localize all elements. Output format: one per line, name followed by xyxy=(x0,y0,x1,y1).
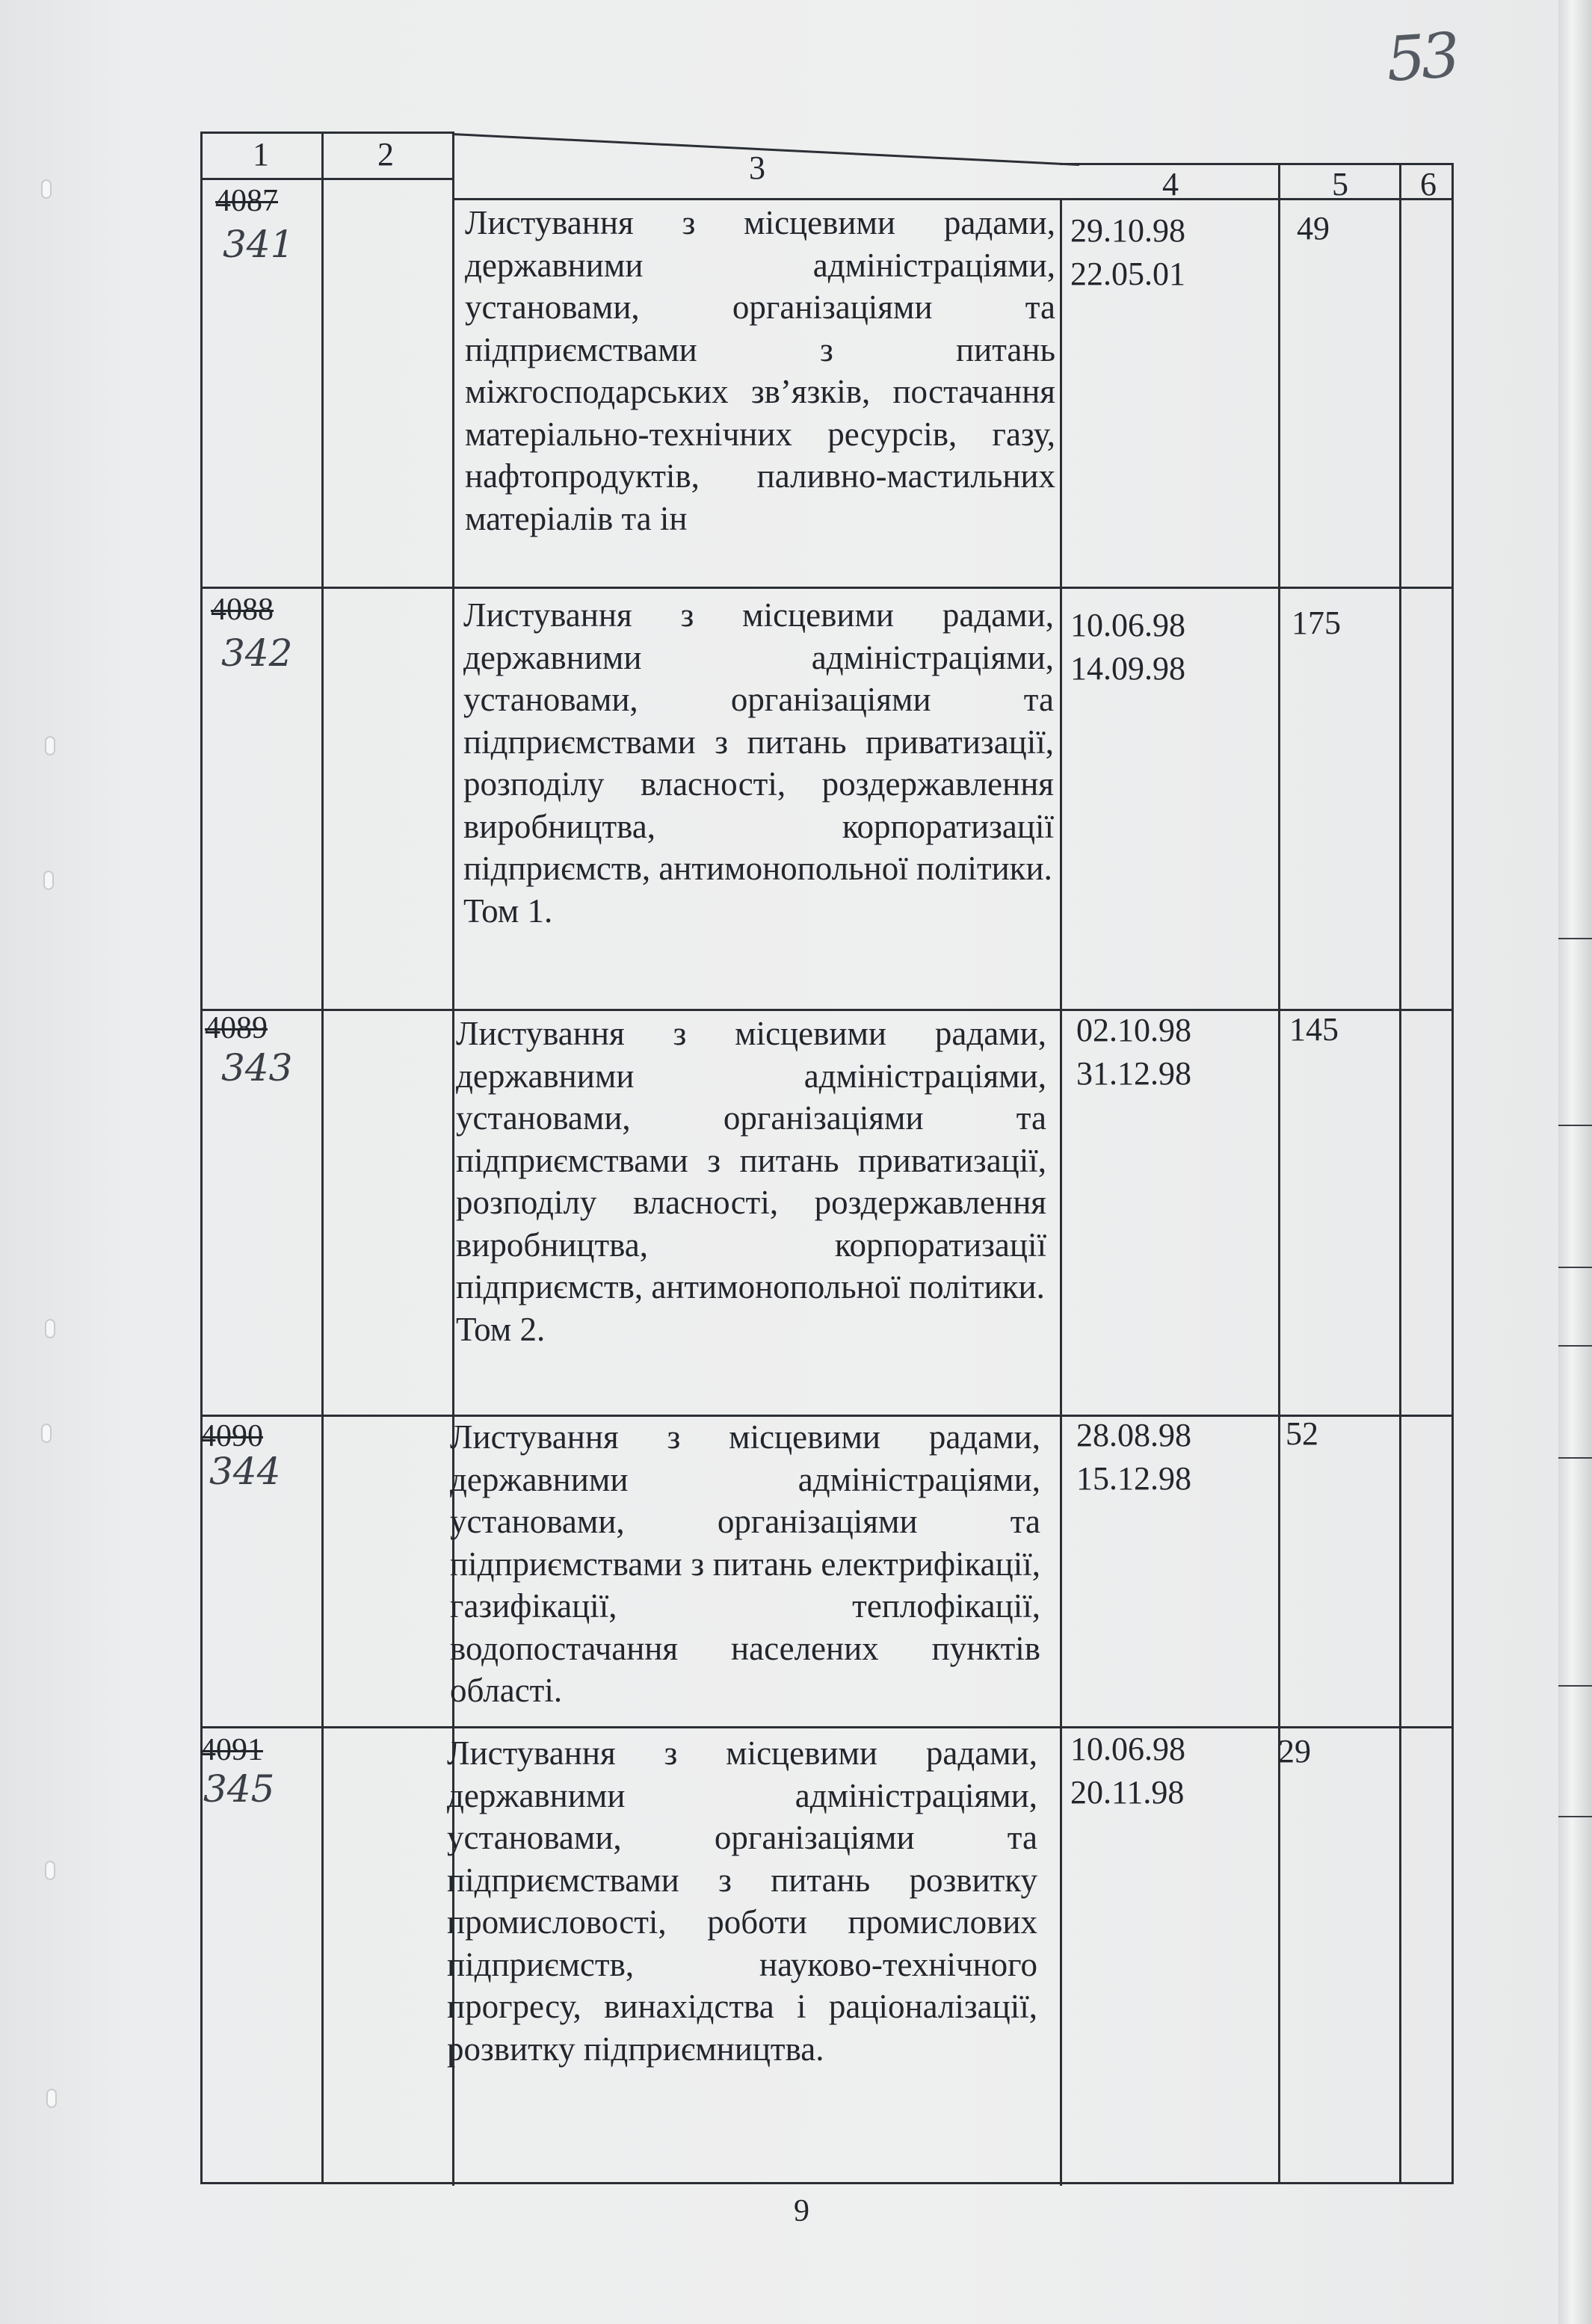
sheet-count: 145 xyxy=(1289,1011,1339,1048)
page-number: 9 xyxy=(794,2194,809,2228)
date-end: 14.09.98 xyxy=(1070,650,1185,687)
sheet-count: 175 xyxy=(1292,605,1341,641)
case-number-handwritten: 344 xyxy=(209,1450,281,1493)
case-title xyxy=(465,202,1055,540)
case-number-handwritten: 343 xyxy=(221,1046,293,1090)
case-volume: Том 2. xyxy=(456,1310,546,1348)
case-title xyxy=(463,594,1054,932)
row-line xyxy=(200,587,1454,589)
case-number-handwritten: 345 xyxy=(203,1767,275,1811)
row-line xyxy=(452,133,1079,166)
sheet-count: 49 xyxy=(1297,210,1330,247)
date-end: 22.05.01 xyxy=(1070,256,1185,292)
row-line xyxy=(200,178,454,180)
col-line xyxy=(200,133,203,2184)
case-volume: Том 1. xyxy=(463,891,553,930)
col-header: 5 xyxy=(1332,166,1348,203)
row-line xyxy=(200,1726,1454,1728)
case-title-text: Листування з місцевими радами, державними адміністраціями, установами, організаціями та підприємствами з питань міжгосподарських зв’язків, постачання матеріально-технічних ресурсів, газу, нафтопродуктів, паливно-мастильних матеріалів та ін xyxy=(465,204,1055,537)
case-title-text: Листування з місцевими радами, державними адміністраціями, установами, організаціями та підприємствами з питань розвитку промисловості, роботи промислових підприємств, науково-технічного прогресу, винахідства і раціоналізації, розвитку підприємництва. xyxy=(447,1734,1037,2068)
date-start: 28.08.98 xyxy=(1076,1417,1191,1453)
col-line xyxy=(1278,163,1280,2184)
case-number-printed: 4088 xyxy=(211,593,274,627)
case-title-text: Листування з місцевими радами, державними адміністраціями, установами, організаціями та підприємствами з питань приватизації, розподілу власності, роздержавлення виробництва, корпоратизації підприємств, антимонопольної політики. xyxy=(456,1015,1046,1305)
date-end: 20.11.98 xyxy=(1070,1774,1185,1811)
sheet-count: 52 xyxy=(1286,1415,1318,1452)
case-number-handwritten: 342 xyxy=(221,631,293,675)
case-dates xyxy=(1076,1414,1191,1501)
date-end: 31.12.98 xyxy=(1076,1055,1191,1092)
col-line xyxy=(1399,164,1401,2184)
case-number-printed: 4087 xyxy=(215,184,278,218)
case-title xyxy=(450,1416,1040,1712)
case-dates xyxy=(1070,209,1185,296)
col-line xyxy=(321,133,324,2184)
col-line xyxy=(1451,164,1454,2184)
row-line xyxy=(200,2182,1454,2184)
col-line xyxy=(1060,198,1062,2186)
col-header: 2 xyxy=(377,136,394,173)
row-line xyxy=(200,132,454,134)
date-start: 10.06.98 xyxy=(1070,607,1185,643)
row-line xyxy=(452,198,1454,200)
col-header: 6 xyxy=(1420,166,1437,203)
case-dates xyxy=(1070,604,1185,690)
case-dates xyxy=(1070,1728,1185,1814)
row-line xyxy=(1060,163,1454,165)
case-title-text: Листування з місцевими радами, державними адміністраціями, установами, організаціями та підприємствами з питань електрифікації, газифікації, теплофікації, водопостачання населених пунктів області. xyxy=(450,1418,1040,1709)
case-number-printed: 4089 xyxy=(205,1011,268,1045)
case-number-printed: 4091 xyxy=(200,1733,263,1767)
col-header: 1 xyxy=(253,136,269,173)
case-title-text: Листування з місцевими радами, державними адміністраціями, установами, організаціями та підприємствами з питань приватизації, розподілу власності, роздержавлення виробництва, корпоратизації підприємств, антимонопольної політики. xyxy=(463,596,1054,887)
col-header: 4 xyxy=(1162,166,1179,203)
date-start: 10.06.98 xyxy=(1070,1731,1185,1767)
case-number-printed: 4090 xyxy=(200,1419,263,1453)
case-title xyxy=(456,1013,1046,1350)
col-header: 3 xyxy=(749,149,765,186)
date-start: 02.10.98 xyxy=(1076,1012,1191,1048)
date-end: 15.12.98 xyxy=(1076,1460,1191,1497)
case-title xyxy=(447,1732,1037,2070)
sheet-count: 29 xyxy=(1278,1733,1311,1770)
folio-number: 53 xyxy=(1383,19,1458,96)
row-line xyxy=(200,1009,1454,1011)
date-start: 29.10.98 xyxy=(1070,212,1185,249)
case-number-handwritten: 341 xyxy=(223,223,294,266)
case-dates xyxy=(1076,1009,1191,1095)
